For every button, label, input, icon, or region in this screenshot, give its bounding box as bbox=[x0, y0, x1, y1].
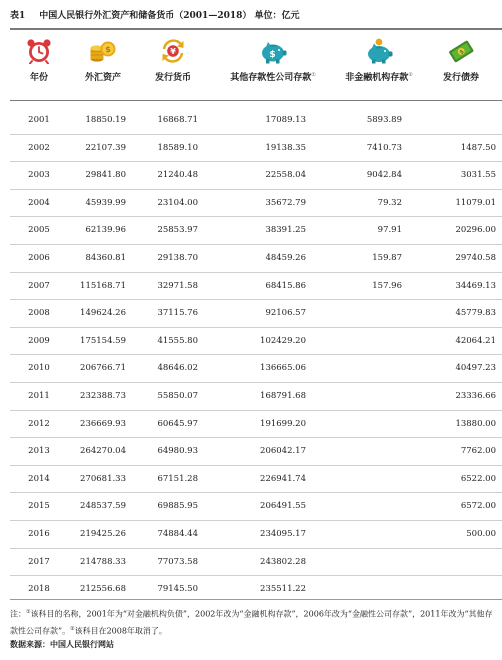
value-cell: 29841.80 bbox=[85, 170, 126, 181]
value-cell: 48459.26 bbox=[265, 253, 306, 263]
value-cell: 5893.89 bbox=[366, 115, 402, 125]
value-cell: 3031.55 bbox=[460, 170, 496, 181]
value-cell: 1487.50 bbox=[460, 142, 496, 153]
note-marker: ① bbox=[26, 609, 31, 615]
value-cell: 157.96 bbox=[372, 280, 402, 291]
table-row bbox=[10, 437, 502, 465]
value-cell: 206491.55 bbox=[260, 501, 306, 512]
top-rule bbox=[10, 28, 502, 30]
value-cell: 236669.93 bbox=[80, 418, 126, 429]
value-cell: 18850.19 bbox=[85, 115, 126, 125]
svg-text:¥: ¥ bbox=[170, 47, 176, 56]
value-cell: 97.91 bbox=[377, 225, 402, 236]
header-fx-assets: 外汇资产 bbox=[84, 73, 121, 83]
value-cell: 29740.58 bbox=[455, 253, 496, 263]
value-cell: 34469.13 bbox=[455, 280, 496, 291]
value-cell: 234095.17 bbox=[260, 529, 306, 539]
year-cell: 2008 bbox=[28, 308, 50, 319]
table-row bbox=[10, 161, 502, 189]
year-cell: 2002 bbox=[28, 142, 50, 153]
value-cell: 214788.33 bbox=[80, 556, 126, 567]
table-row bbox=[10, 382, 502, 410]
table-row bbox=[10, 272, 502, 300]
value-cell: 264270.04 bbox=[80, 446, 126, 457]
value-cell: 62139.96 bbox=[85, 225, 126, 236]
year-cell: 2004 bbox=[28, 197, 50, 208]
bottom-rule bbox=[10, 599, 502, 600]
year-cell: 2016 bbox=[28, 529, 50, 539]
value-cell: 22107.39 bbox=[85, 142, 126, 153]
note-prefix: 注： bbox=[10, 609, 26, 619]
note-text: 该科目的名称，2001年为“对金融机构负债”，2002年改为“金融机构存款”，2006年改为“金融性公司存款”，2011年改为“其他存款性公司存款”。 bbox=[10, 609, 493, 636]
value-cell: 79.32 bbox=[377, 197, 402, 208]
value-cell: 7410.73 bbox=[366, 142, 402, 153]
value-cell: 84360.81 bbox=[85, 253, 126, 263]
value-cell: 248537.59 bbox=[80, 501, 126, 512]
year-cell: 2006 bbox=[28, 253, 50, 263]
piggy-bank-dollar-icon bbox=[208, 36, 338, 66]
value-cell: 41555.80 bbox=[157, 335, 198, 346]
table-caption bbox=[10, 8, 300, 21]
alarm-clock-icon bbox=[10, 36, 68, 66]
value-cell: 19138.35 bbox=[265, 142, 306, 153]
table-note bbox=[10, 605, 495, 638]
value-cell: 22558.04 bbox=[265, 170, 306, 181]
value-cell: 13880.00 bbox=[455, 418, 496, 429]
value-cell: 175154.59 bbox=[80, 335, 126, 346]
year-cell: 2005 bbox=[28, 225, 50, 236]
table-row bbox=[10, 520, 502, 548]
value-cell: 38391.25 bbox=[265, 225, 306, 236]
table-row bbox=[10, 299, 502, 327]
value-cell: 500.00 bbox=[466, 529, 496, 539]
table-header bbox=[10, 70, 502, 86]
value-cell: 136665.06 bbox=[260, 363, 306, 374]
table-row bbox=[10, 244, 502, 272]
value-cell: 212556.68 bbox=[80, 584, 126, 595]
value-cell: 243802.28 bbox=[260, 556, 306, 567]
value-cell: 219425.26 bbox=[80, 529, 126, 539]
note-text: 该科目在2008年取消了。 bbox=[74, 626, 167, 636]
value-cell: 37115.76 bbox=[157, 308, 198, 319]
svg-text:$: $ bbox=[269, 50, 276, 60]
value-cell: 235511.22 bbox=[260, 584, 306, 595]
value-cell: 23104.00 bbox=[157, 197, 198, 208]
value-cell: 77073.58 bbox=[157, 556, 198, 567]
header-rule bbox=[10, 100, 502, 101]
table-row bbox=[10, 216, 502, 244]
table-row bbox=[10, 106, 502, 134]
value-cell: 92106.57 bbox=[265, 308, 306, 319]
table-row bbox=[10, 465, 502, 493]
year-cell: 2011 bbox=[28, 391, 50, 401]
value-cell: 42064.21 bbox=[455, 335, 496, 346]
footnote-marker: ① bbox=[311, 72, 316, 78]
value-cell: 11079.01 bbox=[455, 197, 496, 208]
year-cell: 2014 bbox=[28, 473, 50, 484]
value-cell: 206766.71 bbox=[80, 363, 126, 374]
value-cell: 191699.20 bbox=[260, 418, 306, 429]
value-cell: 102429.20 bbox=[260, 335, 306, 346]
value-cell: 35672.79 bbox=[265, 197, 306, 208]
svg-text:$: $ bbox=[105, 45, 111, 54]
header-bonds-issued: 发行债券 bbox=[442, 73, 479, 83]
table-row bbox=[10, 327, 502, 355]
value-cell: 25853.97 bbox=[157, 225, 198, 236]
value-cell: 40497.23 bbox=[455, 363, 496, 374]
value-cell: 7762.00 bbox=[460, 446, 496, 457]
year-cell: 2017 bbox=[28, 556, 50, 567]
header-other-depository-deposits: 其他存款性公司存款① bbox=[230, 72, 316, 83]
year-cell: 2012 bbox=[28, 418, 50, 429]
year-cell: 2003 bbox=[28, 170, 50, 181]
note-marker: ② bbox=[70, 625, 75, 632]
table-row bbox=[10, 134, 502, 162]
value-cell: 64980.93 bbox=[157, 446, 198, 457]
value-cell: 159.87 bbox=[372, 253, 402, 263]
header-nonfinancial-deposits: 非金融机构存款② bbox=[345, 72, 413, 83]
value-cell: 55850.07 bbox=[157, 391, 198, 401]
table-row bbox=[10, 548, 502, 576]
value-cell: 115168.71 bbox=[80, 280, 126, 291]
footnote-marker: ② bbox=[408, 72, 413, 78]
value-cell: 18589.10 bbox=[157, 142, 198, 153]
year-cell: 2015 bbox=[28, 501, 50, 512]
year-cell: 2013 bbox=[28, 446, 50, 457]
value-cell: 20296.00 bbox=[455, 225, 496, 236]
value-cell: 60645.97 bbox=[157, 418, 198, 429]
value-cell: 6522.00 bbox=[460, 473, 496, 484]
value-cell: 48646.02 bbox=[157, 363, 198, 374]
header-icon-row bbox=[10, 36, 502, 66]
table-row bbox=[10, 410, 502, 438]
table-row bbox=[10, 189, 502, 217]
value-cell: 226941.74 bbox=[260, 473, 306, 484]
value-cell: 32971.58 bbox=[157, 280, 198, 291]
coins-icon bbox=[68, 36, 138, 66]
year-cell: 2009 bbox=[28, 335, 50, 346]
header-currency-issued: 发行货币 bbox=[154, 73, 191, 83]
table-row bbox=[10, 354, 502, 382]
value-cell: 16868.71 bbox=[157, 115, 198, 125]
value-cell: 168791.68 bbox=[260, 391, 306, 401]
value-cell: 79145.50 bbox=[157, 584, 198, 595]
value-cell: 270681.33 bbox=[80, 473, 126, 484]
value-cell: 23336.66 bbox=[455, 391, 496, 401]
currency-exchange-icon bbox=[138, 36, 208, 66]
header-year: 年份 bbox=[29, 73, 48, 83]
year-cell: 2018 bbox=[28, 584, 50, 595]
banknote-icon bbox=[420, 36, 502, 66]
value-cell: 69885.95 bbox=[157, 501, 198, 512]
svg-text:$: $ bbox=[458, 48, 466, 57]
table-number: 表1 bbox=[10, 11, 26, 21]
piggy-bank-icon bbox=[338, 36, 420, 66]
year-cell: 2007 bbox=[28, 280, 50, 291]
value-cell: 6572.00 bbox=[460, 501, 496, 512]
value-cell: 45779.83 bbox=[455, 308, 496, 319]
value-cell: 68415.86 bbox=[265, 280, 306, 291]
table-title: 中国人民银行外汇资产和储备货币（2001—2018） 单位：亿元 bbox=[39, 11, 300, 21]
value-cell: 232388.73 bbox=[80, 391, 126, 401]
value-cell: 149624.26 bbox=[80, 308, 126, 319]
value-cell: 21240.48 bbox=[157, 170, 198, 181]
value-cell: 74884.44 bbox=[157, 529, 198, 539]
table-row bbox=[10, 492, 502, 520]
value-cell: 45939.99 bbox=[85, 197, 126, 208]
value-cell: 17089.13 bbox=[265, 115, 306, 125]
value-cell: 67151.28 bbox=[157, 473, 198, 484]
value-cell: 9042.84 bbox=[366, 170, 402, 181]
year-cell: 2010 bbox=[28, 363, 50, 374]
value-cell: 206042.17 bbox=[260, 446, 306, 457]
year-cell: 2001 bbox=[28, 115, 50, 125]
data-source: 数据来源：中国人民银行网站 bbox=[10, 639, 114, 649]
value-cell: 29138.70 bbox=[157, 253, 198, 263]
